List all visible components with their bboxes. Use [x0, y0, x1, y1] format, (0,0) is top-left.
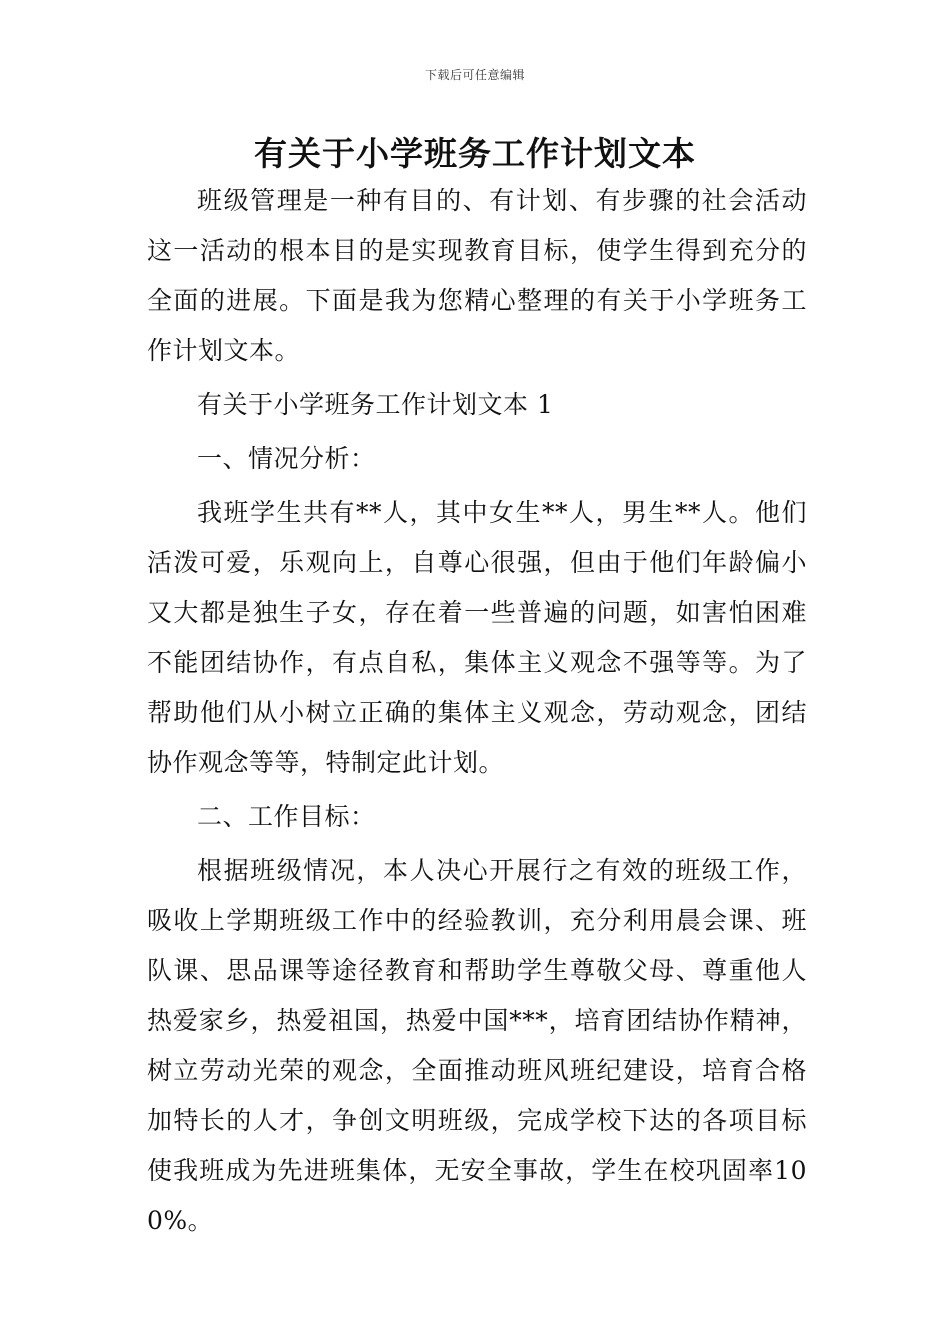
section-heading-situation: 一、情况分析： — [197, 444, 376, 473]
section-heading-plan-1: 有关于小学班务工作计划文本 1 — [197, 390, 554, 419]
intro-paragraph: 班级管理是一种有目的、有计划、有步骤的社会活动这一活动的根本目的是实现教育目标，使学生得到充分的全面的进展。下面是我为您精心整理的有关于小学班务工作计划文本。 — [147, 186, 807, 365]
section-heading-goals: 二、工作目标： — [197, 802, 376, 831]
situation-paragraph: 我班学生共有**人，其中女生**人，男生**人。他们活泼可爱，乐观向上，自尊心很强，但由于他们年龄偏小又大都是独生子女，存在着一些普遍的问题，如害怕困难不能团结协作，有点自私，集体主义观念不强等等。为了帮助他们从小树立正确的集体主义观念，劳动观念，团结协作观念等等，特制定此计划。 — [147, 498, 807, 777]
goals-paragraph: 根据班级情况，本人决心开展行之有效的班级工作，吸收上学期班级工作中的经验教训，充分利用晨会课、班队课、思品课等途径教育和帮助学生尊敬父母、尊重他人热爱家乡，热爱祖国，热爱中国***，培育团结协作精神，树立劳动光荣的观念，全面推动班风班纪建设，培育合格加特长的人才，争创文明班级，完成学校下达的各项目标使我班成为先进班集体，无安全事故，学生在校巩固率100%。 — [147, 856, 807, 1235]
page-header-note: 下载后可任意编辑 — [424, 68, 525, 82]
document-body — [147, 176, 807, 1246]
document-title: 有关于小学班务工作计划文本 — [254, 134, 696, 173]
